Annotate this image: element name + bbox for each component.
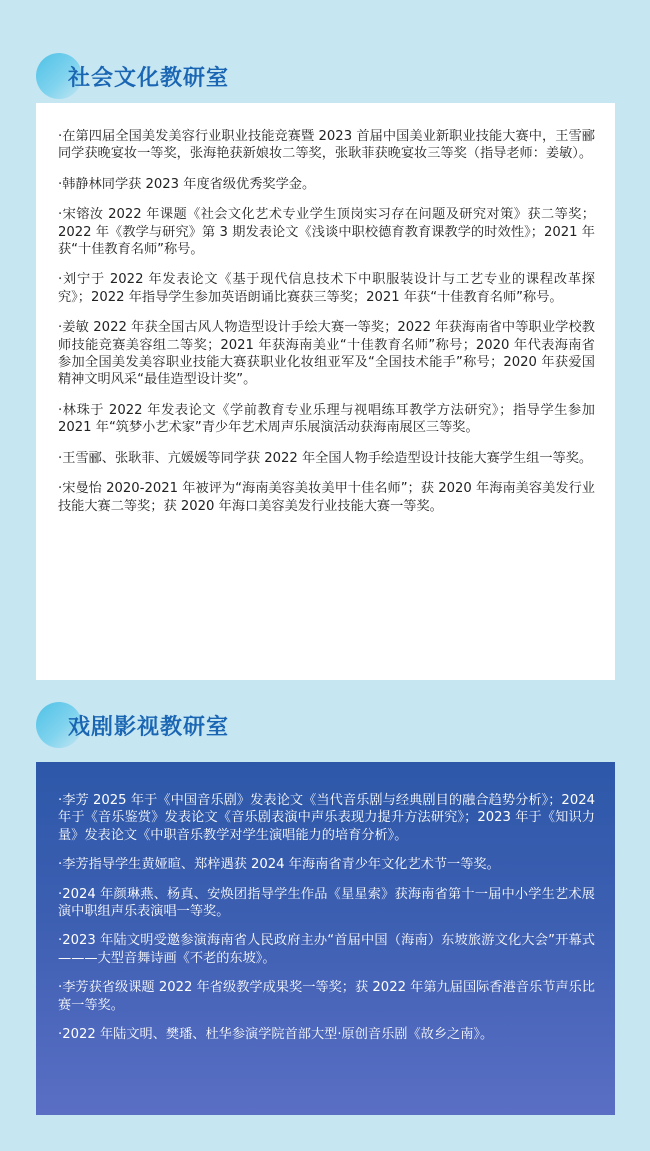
list-item: ·宋镕汝 2022 年课题《社会文化艺术专业学生顶岗实习存在问题及研究对策》获二等奖；2022 年《教学与研究》第 3 期发表论文《浅谈中职校德育教育课教学的时效性》；2021 年获“十佳教育名师”称号。 bbox=[58, 207, 595, 258]
list-item: ·李芳 2025 年于《中国音乐剧》发表论文《当代音乐剧与经典剧目的融合趋势分析》；2024 年于《音乐鉴赏》发表论文《音乐剧表演中声乐表现力提升方法研究》；2023 年于《知识力量》发表论文《中职音乐教学对学生演唱能力的培育分析》。 bbox=[58, 793, 595, 843]
section-header-drama-film bbox=[36, 702, 229, 748]
list-item: ·在第四届全国美发美容行业职业技能竞赛暨 2023 首届中国美业新职业技能大赛中，王雪郦同学获晚宴妆一等奖，张海艳获新娘妆二等奖，张耿菲获晚宴妆三等奖（指导老师：姜敏）。 bbox=[58, 129, 595, 162]
list-item: ·2024 年颜琳燕、杨真、安焕团指导学生作品《星星索》获海南省第十一届中小学生艺术展演中职组声乐表演唱一等奖。 bbox=[58, 886, 595, 920]
section-title: 社会文化教研室 bbox=[68, 65, 230, 91]
list-item: ·2023 年陆文明受邀参演海南省人民政府主办“首届中国（海南）东坡旅游文化大会”开幕式———大型音舞诗画《不老的东坡》。 bbox=[58, 933, 595, 966]
list-item: ·韩静林同学获 2023 年度省级优秀奖学金。 bbox=[58, 176, 316, 192]
section-header-social-culture bbox=[36, 53, 229, 99]
list-item: ·李芳获省级课题 2022 年省级教学成果奖一等奖；获 2022 年第九届国际香港音乐节声乐比赛一等奖。 bbox=[58, 980, 595, 1013]
list-item: ·宋曼怡 2020-2021 年被评为“海南美容美妆美甲十佳名师”；获 2020 年海南美容美发行业技能大赛二等奖；获 2020 年海口美容美发行业技能大赛一等奖。 bbox=[58, 481, 595, 514]
list-item: ·林珠于 2022 年发表论文《学前教育专业乐理与视唱练耳教学方法研究》；指导学生参加 2021 年“筑梦小艺术家”青少年艺术周声乐展演活动获海南展区三等奖。 bbox=[58, 402, 595, 436]
list-item: ·王雪郦、张耿菲、亢媛媛等同学获 2022 年全国人物手绘造型设计技能大赛学生组一等奖。 bbox=[58, 450, 593, 466]
list-item: ·刘宁于 2022 年发表论文《基于现代信息技术下中职服装设计与工艺专业的课程改革探究》；2022 年指导学生参加英语朗诵比赛获三等奖；2021 年获“十佳教育名师”称号。 bbox=[58, 272, 595, 305]
section-title: 戏剧影视教研室 bbox=[68, 714, 230, 740]
list-item: ·2022 年陆文明、樊璠、杜华参演学院首部大型·原创音乐剧《故乡之南》。 bbox=[58, 1027, 494, 1043]
drama-film-card bbox=[36, 762, 615, 1115]
list-item: ·李芳指导学生黄娅暄、郑梓遇获 2024 年海南省青少年文化艺术节一等奖。 bbox=[58, 857, 500, 873]
social-culture-card bbox=[36, 103, 615, 680]
list-item: ·姜敏 2022 年获全国古风人物造型设计手绘大赛一等奖；2022 年获海南省中等职业学校教师技能竞赛美容组二等奖；2021 年获海南美业“十佳教育名师”称号；2020 年代表海南省参加全国美发美容职业技能大赛获职业化妆组亚军及“全国技术能手”称号；2020 年获爱国精神文明风采“最佳造型设计奖”。 bbox=[58, 320, 595, 388]
